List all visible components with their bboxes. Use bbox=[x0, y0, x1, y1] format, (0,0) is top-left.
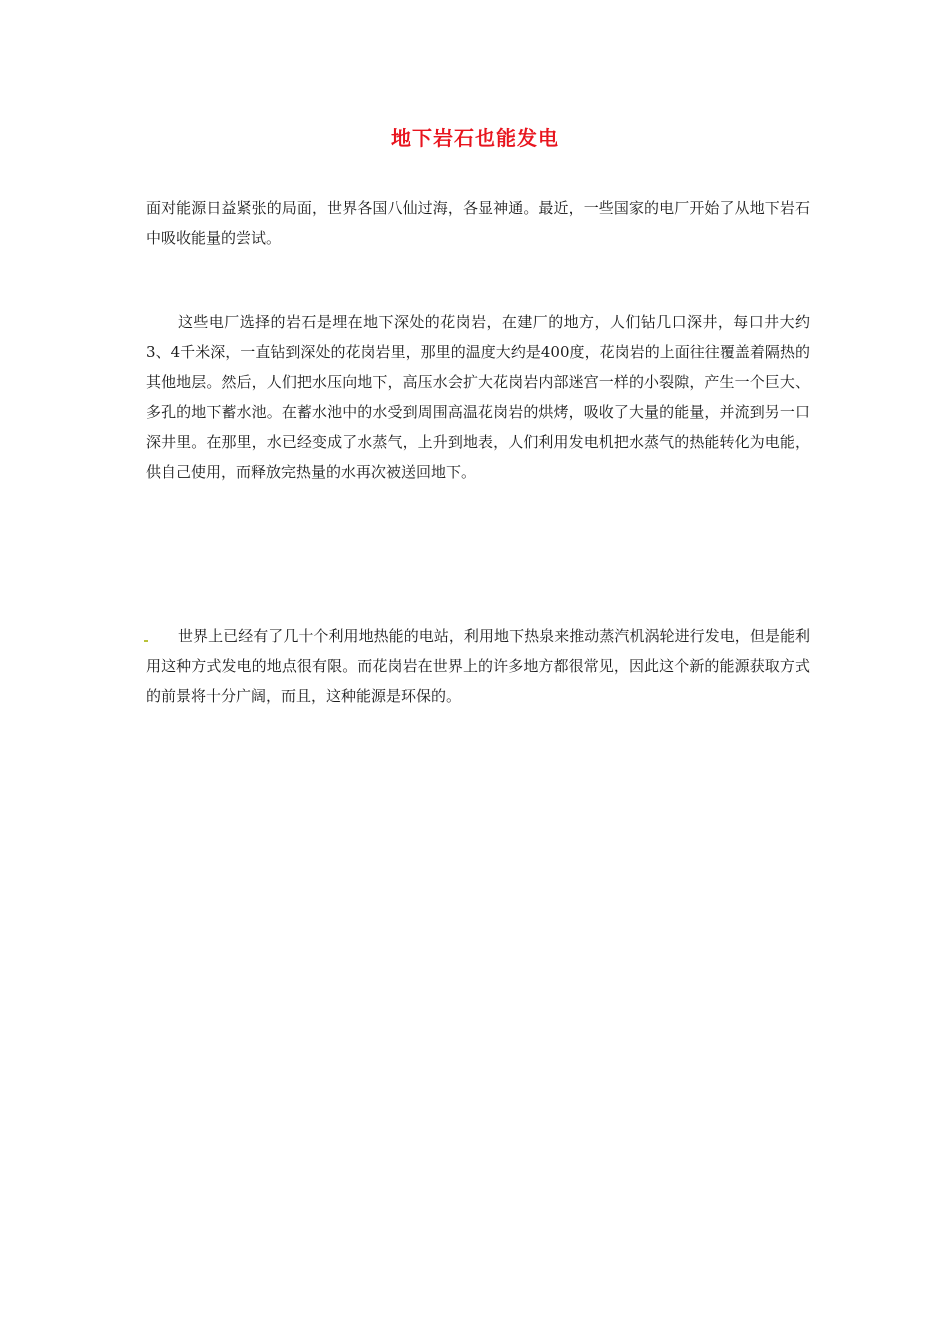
paragraph-1: 面对能源日益紧张的局面，世界各国八仙过海，各显神通。最近，一些国家的电厂开始了从地下岩石中吸收能量的尝试。 bbox=[146, 199, 810, 247]
document-title: 地下岩石也能发电 bbox=[391, 126, 559, 150]
paragraph-3: 世界上已经有了几十个利用地热能的电站，利用地下热泉来推动蒸汽机涡轮进行发电，但是能利用这种方式发电的地点很有限。而花岗岩在世界上的许多地方都很常见，因此这个新的能源获取方式的前景将十分广阔，而且，这种能源是环保的。 bbox=[146, 627, 810, 705]
paragraph-2: 这些电厂选择的岩石是埋在地下深处的花岗岩，在建厂的地方，人们钻几口深井，每口井大约3、4千米深，一直钻到深处的花岗岩里，那里的温度大约是400度，花岗岩的上面往往覆盖着隔热的其他地层。然后，人们把水压向地下，高压水会扩大花岗岩内部迷宫一样的小裂隙，产生一个巨大、多孔的地下蓄水池。在蓄水池中的水受到周围高温花岗岩的烘烤，吸收了大量的能量，并流到另一口深井里。在那里，水已经变成了水蒸气，上升到地表，人们利用发电机把水蒸气的热能转化为电能，供自己使用，而释放完热量的水再次被送回地下。 bbox=[146, 313, 810, 481]
